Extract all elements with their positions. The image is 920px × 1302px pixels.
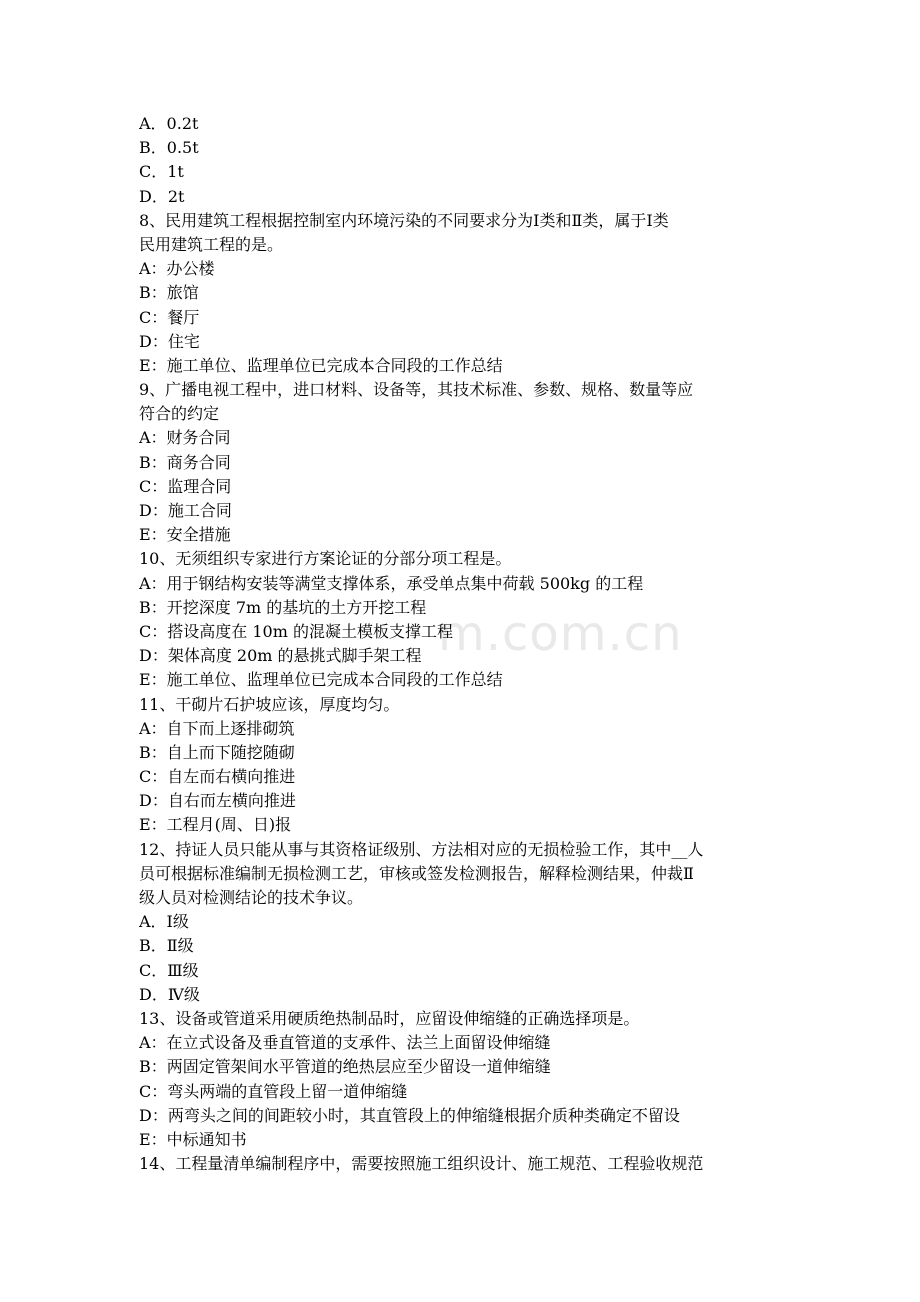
text-line: 民用建筑工程的是。 [139, 234, 284, 254]
text-line: C：监理合同 [139, 476, 232, 496]
text-line: B．Ⅱ级 [139, 936, 194, 956]
text-line: E：施工单位、监理单位已完成本合同段的工作总结 [139, 355, 503, 375]
text-line: 员可根据标准编制无损检测工艺，审核或签发检测报告，解释检测结果，仲裁Ⅱ [139, 863, 694, 883]
text-line: 11、干砌片石护坡应该，厚度均匀。 [139, 694, 400, 714]
text-line: E：工程月(周、日)报 [139, 815, 292, 835]
text-line: 14、工程量清单编制程序中，需要按照施工组织设计、施工规范、工程验收规范 [139, 1154, 704, 1174]
text-line: 13、设备或管道采用硬质绝热制品时，应留设伸缩缝的正确选择项是。 [139, 1008, 640, 1028]
text-line: 9、广播电视工程中，进口材料、设备等，其技术标准、参数、规格、数量等应 [139, 380, 694, 400]
text-line: B：旅馆 [139, 283, 199, 303]
text-line: 级人员对检测结论的技术争议。 [139, 888, 364, 907]
watermark-text: m.com.cn [438, 606, 683, 662]
text-line: D：架体高度 20m 的悬挑式脚手架工程 [139, 646, 422, 666]
text-line: 8、民用建筑工程根据控制室内环境污染的不同要求分为Ⅰ类和Ⅱ类，属于Ⅰ类 [139, 210, 669, 230]
text-line: A：用于钢结构安装等满堂支撑体系，承受单点集中荷载 500kg 的工程 [139, 573, 644, 593]
text-line: B：开挖深度 7m 的基坑的土方开挖工程 [139, 597, 427, 617]
text-line: E：施工单位、监理单位已完成本合同段的工作总结 [139, 670, 503, 690]
text-line: B：自上而下随挖随砌 [139, 742, 295, 762]
text-line: A：办公楼 [139, 259, 215, 279]
text-line: A：在立式设备及垂直管道的支承件、法兰上面留设伸缩缝 [139, 1033, 551, 1053]
text-line: C．1t [139, 162, 184, 182]
text-line: C：弯头两端的直管段上留一道伸缩缝 [139, 1081, 408, 1101]
text-line: E：安全措施 [139, 525, 231, 545]
text-line: C：自左而右横向推进 [139, 767, 296, 787]
text-line: 10、无须组织专家进行方案论证的分部分项工程是。 [139, 549, 512, 569]
text-line: C：餐厅 [139, 307, 200, 327]
text-line: E：中标通知书 [139, 1129, 247, 1149]
text-line: A：自下而上逐排砌筑 [139, 718, 295, 738]
text-line: 符合的约定 [139, 404, 220, 424]
text-line: D：施工合同 [139, 501, 232, 520]
text-line: D．2t [139, 186, 185, 206]
text-line: D．Ⅳ级 [139, 984, 200, 1004]
text-line: A：财务合同 [139, 428, 231, 448]
text-line: B：两固定管架间水平管道的绝热层应至少留设一道伸缩缝 [139, 1057, 551, 1077]
text-line: C：搭设高度在 10m 的混凝土模板支撑工程 [139, 621, 453, 641]
text-line: B．0.5t [139, 138, 199, 158]
text-line: D：自右而左横向推进 [139, 791, 296, 811]
text-line: D：两弯头之间的间距较小时，其直管段上的伸缩缝根据介质种类确定不留设 [139, 1105, 680, 1125]
document-body [139, 112, 789, 1176]
text-line: A．0.2t [139, 114, 199, 133]
text-line: A．Ⅰ级 [139, 912, 189, 932]
text-line: C．Ⅲ级 [139, 960, 199, 980]
text-line: D：住宅 [139, 331, 200, 351]
text-line: 12、持证人员只能从事与其资格证级别、方法相对应的无损检验工作，其中__人 [139, 839, 704, 859]
text-line: B：商务合同 [139, 452, 231, 472]
